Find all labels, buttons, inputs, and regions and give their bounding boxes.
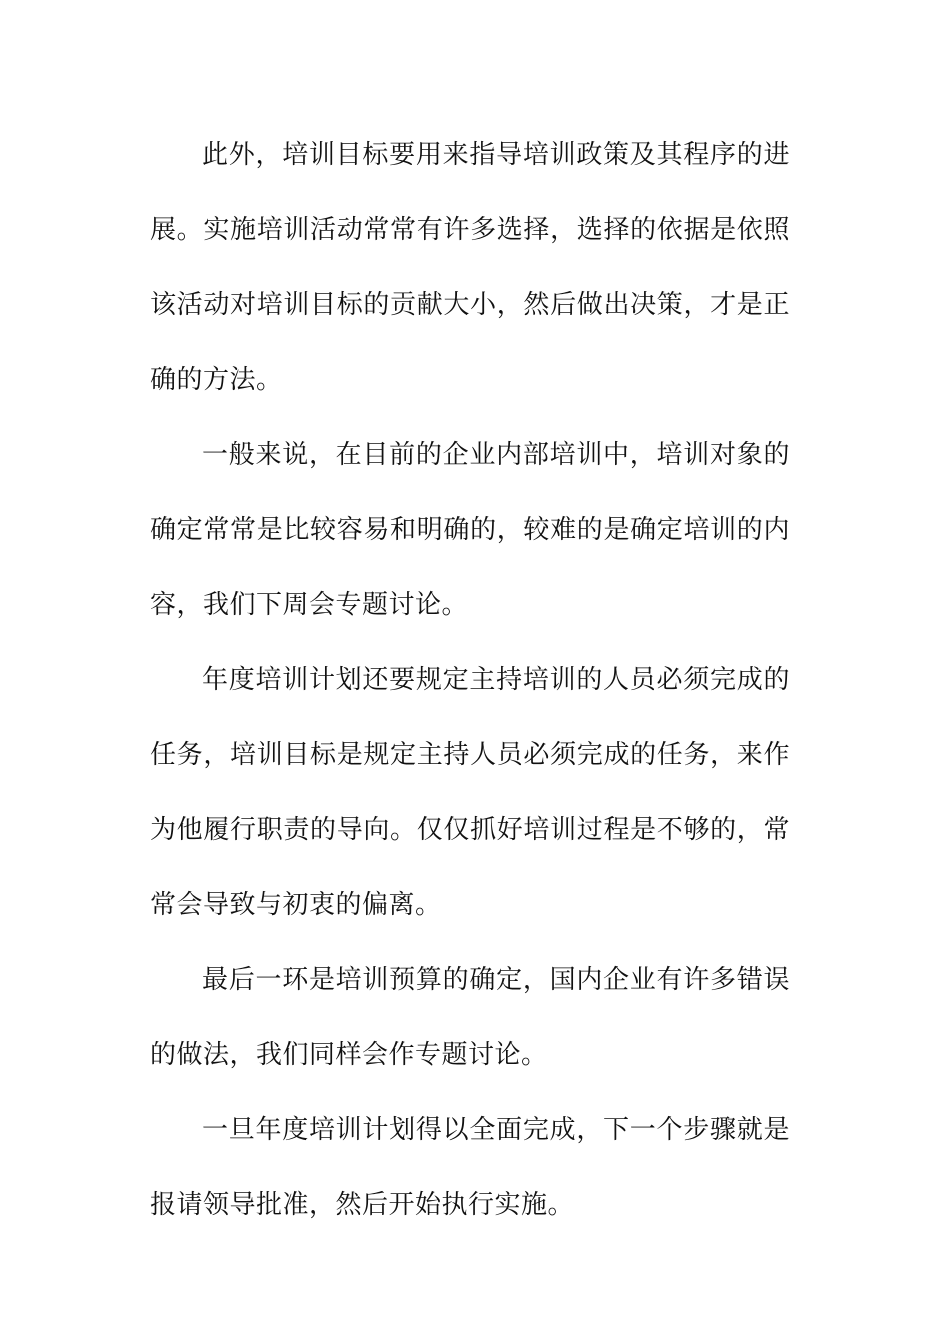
paragraph-trainer-tasks: 年度培训计划还要规定主持培训的人员必须完成的任务，培训目标是规定主持人员必须完成的任务，来作为他履行职责的导向。仅仅抓好培训过程是不够的，常常会导致与初衷的偏离。 (150, 665, 790, 920)
paragraph-training-objectives: 此外，培训目标要用来指导培训政策及其程序的进展。实施培训活动常常有许多选择，选择的依据是依照该活动对培训目标的贡献大小，然后做出决策，才是正确的方法。 (150, 140, 790, 395)
paragraph-approval: 一旦年度培训计划得以全面完成，下一个步骤就是报请领导批准，然后开始执行实施。 (150, 1115, 790, 1220)
paragraph-training-targets: 一般来说，在目前的企业内部培训中，培训对象的确定常常是比较容易和明确的，较难的是确定培训的内容，我们下周会专题讨论。 (150, 440, 790, 620)
paragraph-training-budget: 最后一环是培训预算的确定，国内企业有许多错误的做法，我们同样会作专题讨论。 (150, 965, 790, 1070)
document-page (150, 118, 790, 1243)
